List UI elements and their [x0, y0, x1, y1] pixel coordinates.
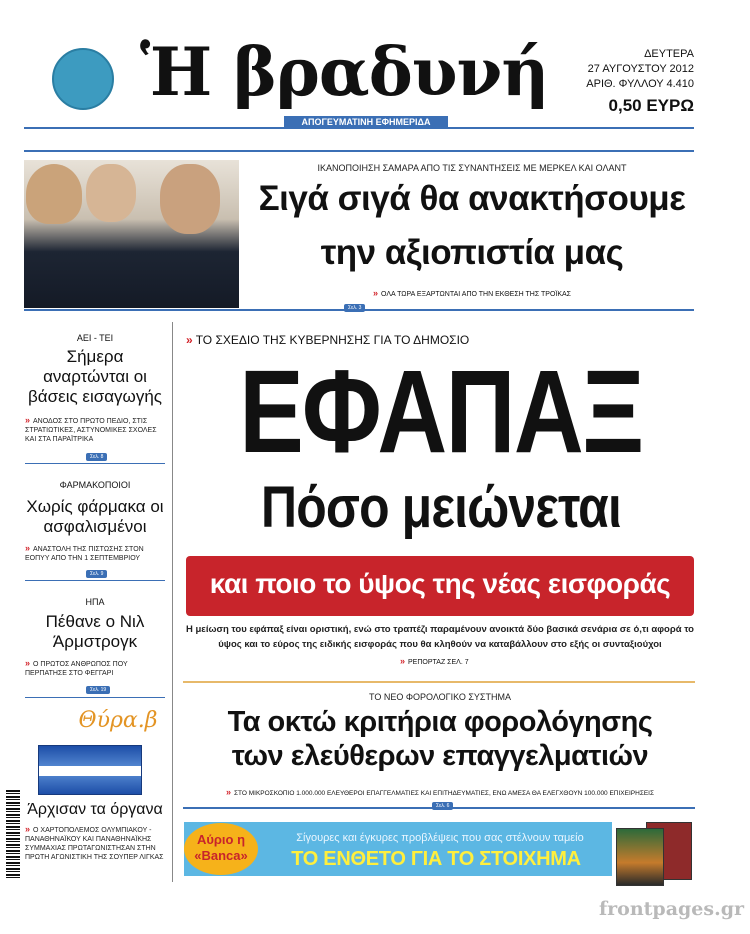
- sports-summary: [25, 825, 165, 862]
- magazine-front: [616, 828, 664, 886]
- masthead-price: 0,50 ΕΥΡΩ: [608, 96, 694, 115]
- promo-tagline: Σίγουρες και έγκυρες προβλέψεις που σας στέλνουν ταμείο: [296, 832, 584, 844]
- sidebar-ref-3: Σελ. 19: [86, 686, 110, 694]
- tax-story-ref: Σελ. 6: [432, 802, 453, 810]
- sidebar-summary-3-text: Ο ΠΡΩΤΟΣ ΑΝΘΡΩΠΟΣ ΠΟΥ ΠΕΡΠΑΤΗΣΕ ΣΤΟ ΦΕΓΓΑΡΙ: [25, 661, 128, 677]
- chevron-icon: »: [372, 288, 378, 298]
- main-story-kicker-text: ΤΟ ΣΧΕΔΙΟ ΤΗΣ ΚΥΒΕΡΝΗΣΗΣ ΓΙΑ ΤΟ ΔΗΜΟΣΙΟ: [195, 333, 470, 347]
- main-story-kicker: [186, 333, 469, 347]
- chevron-icon: »: [25, 543, 31, 553]
- promo-badge: [184, 823, 258, 875]
- promo-badge-line2: «Banca»: [194, 848, 248, 863]
- top-story-headline-2: την αξιοπιστία μας: [320, 233, 624, 272]
- sidebar-summary-3: [25, 659, 165, 678]
- person-left: [26, 164, 82, 224]
- tax-story-kicker: ΤΟ ΝΕΟ ΦΟΡΟΛΟΓΙΚΟ ΣΥΣΤΗΜΑ: [369, 692, 511, 702]
- promo-headline: ΤΟ ΕΝΘΕΤΟ ΓΙΑ ΤΟ ΣΤΟΙΧΗΜΑ: [291, 848, 581, 870]
- masthead-date: 27 ΑΥΓΟΥΣΤΟΥ 2012: [587, 63, 694, 75]
- sidebar-summary-1-text: ΑΝΟΔΟΣ ΣΤΟ ΠΡΩΤΟ ΠΕΔΙΟ, ΣΤΙΣ ΣΤΡΑΤΙΩΤΙΚΕΣ, ΑΣΤΥΝΟΜΙΚΕΣ ΣΧΟΛΕΣ ΚΑΙ ΣΤΑ ΠΑΡΑΪΤΡΙΚΑ: [25, 418, 157, 443]
- top-story-kicker: ΙΚΑΝΟΠΟΙΗΣΗ ΣΑΜΑΡΑ ΑΠΟ ΤΙΣ ΣΥΝΑΝΤΗΣΕΙΣ ΜΕ ΜΕΡΚΕΛ ΚΑΙ ΟΛΑΝΤ: [317, 163, 627, 173]
- sidebar-rule-3: [25, 697, 165, 698]
- promo-badge-line1: Αύριο η: [196, 832, 246, 847]
- chevron-icon: »: [25, 415, 31, 425]
- watermark: frontpages.gr: [598, 898, 744, 920]
- tagline-text: ΑΠΟΓΕΥΜΑΤΙΝΗ ΕΦΗΜΕΡΙΔΑ: [301, 117, 431, 127]
- sports-summary-text: Ο ΧΑΡΤΟΠΟΛΕΜΟΣ ΟΛΥΜΠΙΑΚΟΥ - ΠΑΝΑΘΗΝΑΪΚΟΥ ΚΑΙ ΠΑΝΑΘΗΝΑΪΚΗΣ ΣΥΜΜΑΧΙΑΣ ΠΡΩΤΑΓΩΝΙΣΤΗΣΑΝ ΣΤΗΝ ΠΡΩΤΗ ΑΓΩΝΙΣΤΙΚΗ ΤΗΣ ΣΟΥΠΕΡ ΛΙΓΚΑΣ: [25, 827, 164, 861]
- main-story-report-text: ΡΕΠΟΡΤΑΖ ΣΕΛ. 7: [408, 659, 469, 666]
- masthead-day: ΔΕΥΤΕΡΑ: [644, 48, 694, 60]
- sidebar-summary-1: [25, 416, 165, 444]
- tax-story-headline-1: Τα οκτώ κριτήρια φορολόγησης: [227, 706, 653, 738]
- sidebar-title-3: Πέθανε ο Νιλ Άρμστρογκ: [45, 612, 145, 651]
- person-center: [86, 164, 136, 222]
- sidebar-section-3: ΗΠΑ: [85, 597, 105, 607]
- top-story-photo: [24, 160, 239, 308]
- chevron-icon: »: [400, 656, 406, 666]
- tax-story-headline-2: των ελεύθερων επαγγελματιών: [231, 740, 649, 772]
- sports-image-band: [39, 766, 141, 776]
- sidebar-divider: [172, 322, 173, 882]
- top-story-rule: [24, 150, 694, 152]
- main-story-body: Η μείωση του εφάπαξ είναι οριστική, ενώ στο τραπέζι παραμένουν ανοικτά δύο βασικά σενάρια σε ό,τι αφορά το ύψος και το εύρος της ειδικής εισφοράς που θα κληθούν να καταβάλλουν στο εξής οι συνταξιούχοι: [186, 624, 694, 650]
- sidebar-ref-1: Σελ. 8: [86, 453, 107, 461]
- sidebar-title-2: Χωρίς φάρμακα οι ασφαλισμένοι: [26, 497, 164, 536]
- sidebar-rule-1: [25, 463, 165, 464]
- top-story-sub: [246, 288, 698, 298]
- chevron-icon: »: [186, 333, 193, 347]
- tax-story-sub: [186, 787, 694, 797]
- sidebar-section-2: ΦΑΡΜΑΚΟΠΟΙΟΙ: [59, 480, 131, 490]
- main-story-banner-text: και ποιο το ύψος της νέας εισφοράς: [209, 568, 671, 599]
- sports-title: Άρχισαν τα όργανα: [27, 801, 163, 818]
- person-right: [160, 164, 220, 234]
- sports-image: [38, 745, 142, 795]
- barcode: [6, 790, 20, 880]
- sidebar-summary-2: [25, 544, 165, 563]
- main-story-subhead: Πόσο μειώνεται: [261, 475, 621, 540]
- chevron-icon: »: [25, 658, 31, 668]
- sidebar-summary-2-text: ΑΝΑΣΤΟΛΗ ΤΗΣ ΠΙΣΤΩΣΗΣ ΣΤΟΝ ΕΟΠΥΥ ΑΠΟ ΤΗΝ 1 ΣΕΠΤΕΜΒΡΙΟΥ: [25, 546, 144, 562]
- sports-brand: Θύρα.β: [78, 708, 158, 733]
- masthead-seal: [52, 48, 114, 110]
- sidebar-title-1: Σήμερα αναρτώνται οι βάσεις εισαγωγής: [28, 347, 162, 406]
- main-story-banner: [186, 556, 694, 616]
- top-story-headline-1: Σιγά σιγά θα ανακτήσουμε: [258, 179, 686, 218]
- chevron-icon: »: [25, 824, 31, 834]
- sidebar-rule-2: [25, 580, 165, 581]
- masthead-issue: ΑΡΙΘ. ΦΥΛΛΟΥ 4.410: [586, 78, 694, 90]
- promo-magazine-image: [616, 822, 694, 886]
- main-story-report: [400, 656, 510, 666]
- sidebar-ref-2: Σελ. 9: [86, 570, 107, 578]
- masthead-title: Ἡ βραδυνή: [140, 33, 549, 111]
- top-story-sub-text: ΟΛΑ ΤΩΡΑ ΕΞΑΡΤΩΝΤΑΙ ΑΠΟ ΤΗΝ ΕΚΘΕΣΗ ΤΗΣ ΤΡΟΪΚΑΣ: [381, 291, 572, 298]
- chevron-icon: »: [225, 787, 231, 797]
- masthead-rule: [24, 127, 694, 129]
- top-story-ref: Σελ. 3: [344, 304, 365, 312]
- sidebar-section-1: ΑΕΙ - ΤΕΙ: [76, 333, 114, 343]
- main-story-headline: ΕΦΑΠΑΞ: [239, 346, 643, 478]
- tax-story-sub-text: ΣΤΟ ΜΙΚΡΟΣΚΟΠΙΟ 1.000.000 ΕΛΕΥΘΕΡΟΙ ΕΠΑΓΓΕΛΜΑΤΙΕΣ ΚΑΙ ΕΠΙΤΗΔΕΥΜΑΤΙΕΣ, ΕΝΩ ΑΜΕΣΑ ΘΑ ΕΛΕΓΧΘΟΥΝ 100.000 ΕΠΙΧΕΙΡΗΣΕΙΣ: [234, 790, 654, 797]
